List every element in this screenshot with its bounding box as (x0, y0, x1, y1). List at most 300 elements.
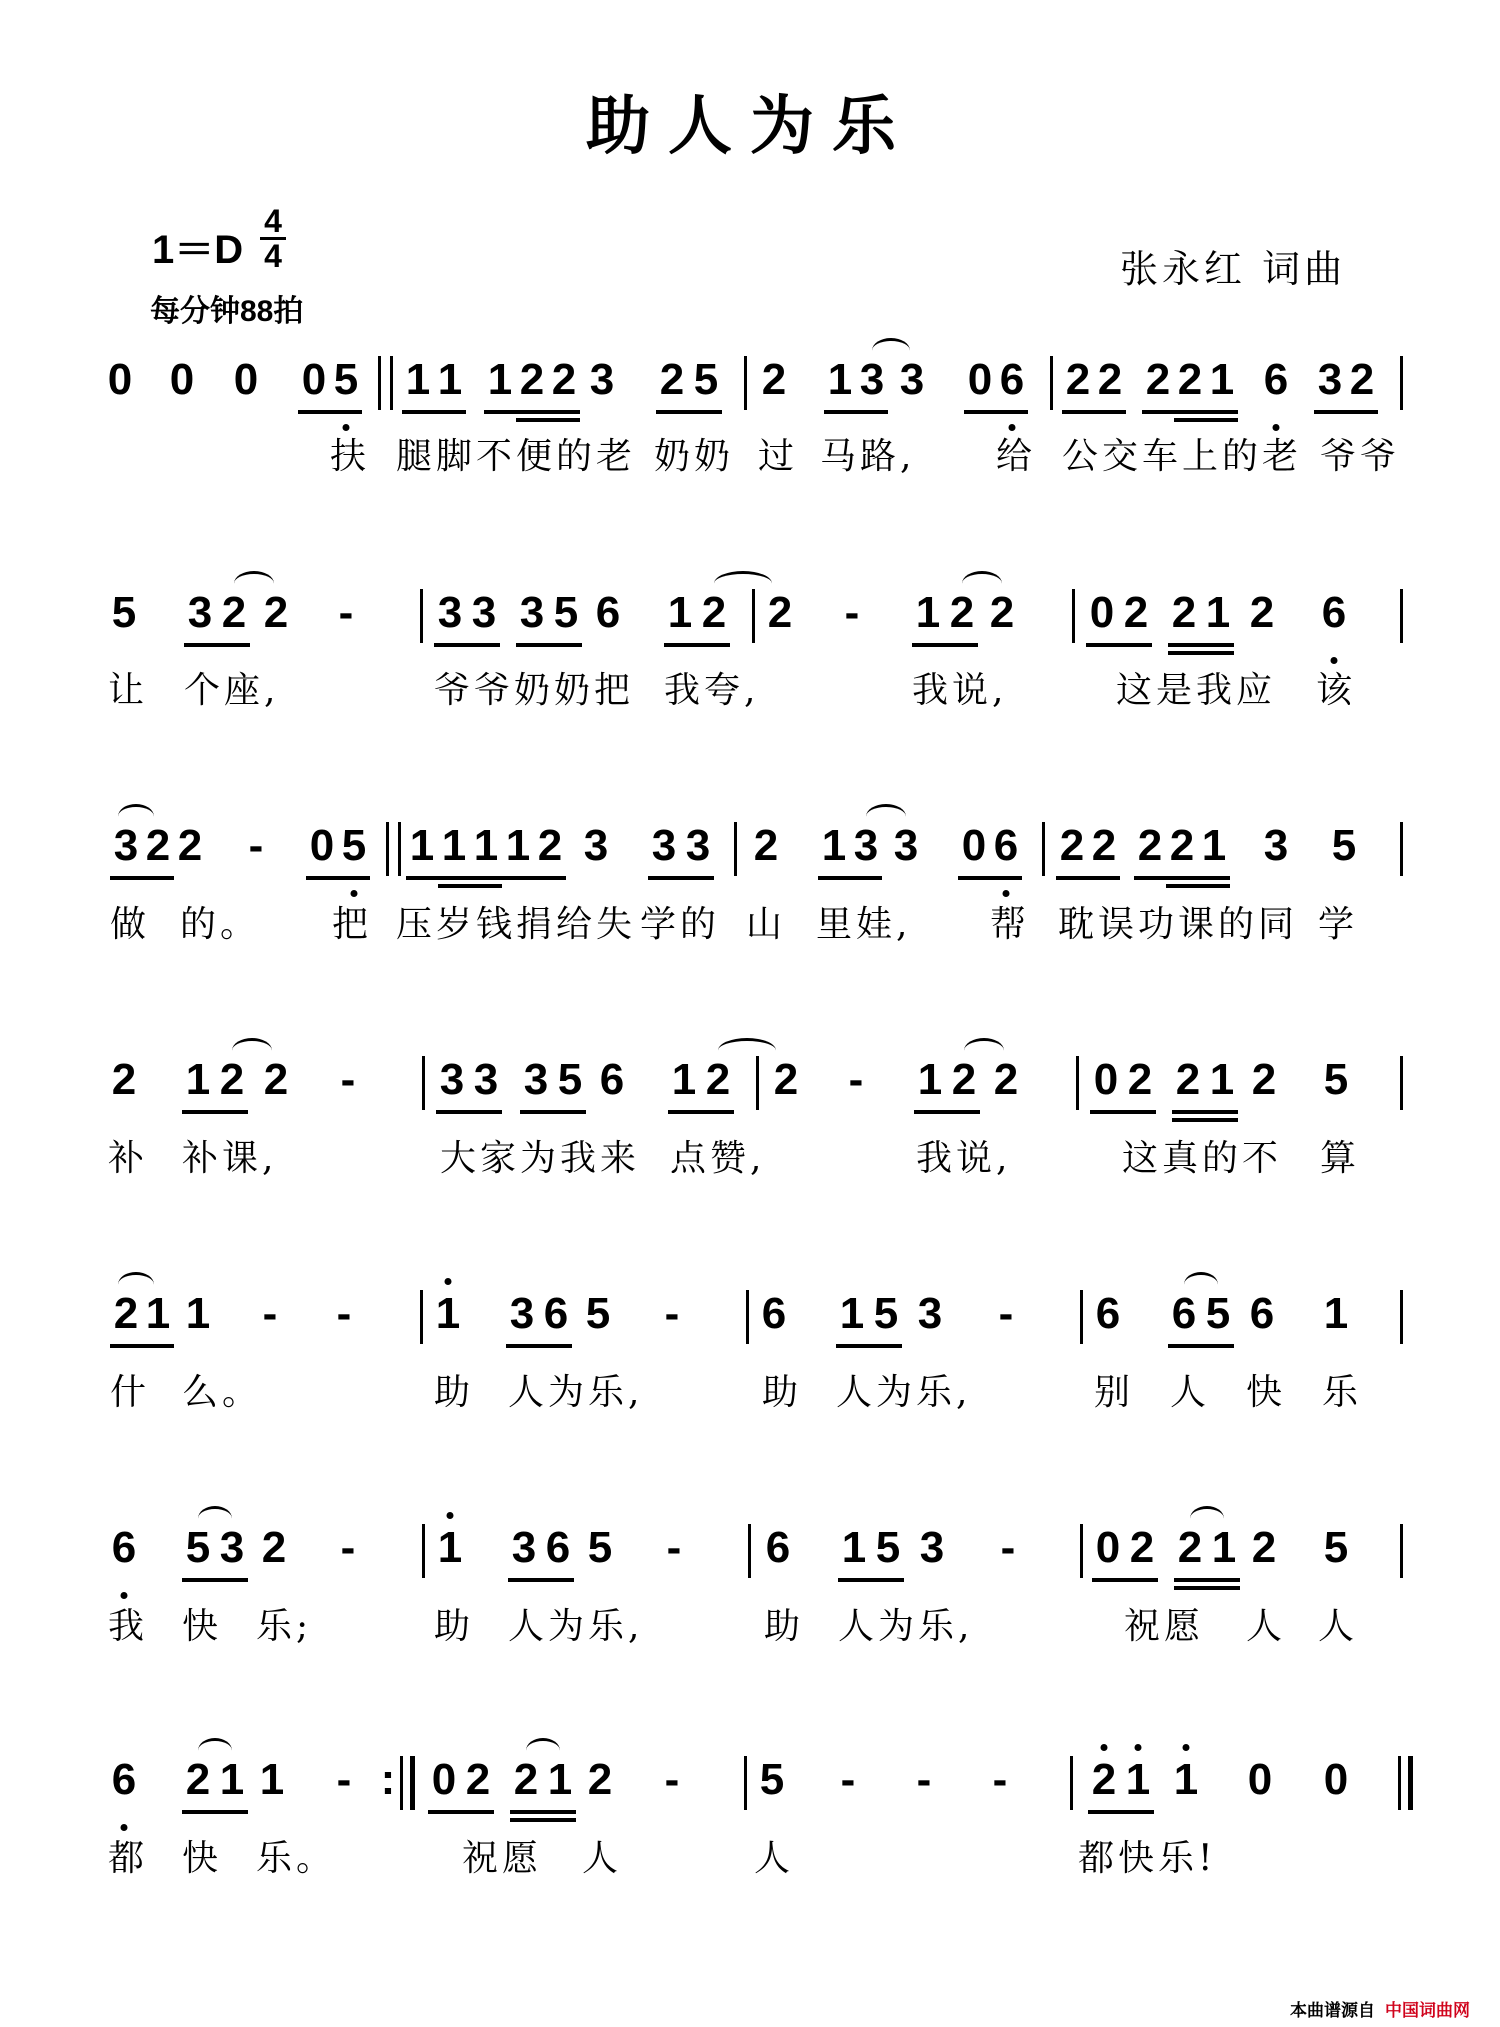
lyric: 扶 (330, 436, 371, 477)
note: 3 (439, 1055, 465, 1104)
beam-underline (402, 410, 466, 414)
beam-underline (964, 410, 1028, 414)
lyric: 马路, (820, 436, 916, 477)
beam-underline (1088, 1810, 1154, 1814)
tempo-marking: 每分钟88拍 (150, 295, 304, 328)
barline (390, 356, 393, 410)
note: 5 (341, 821, 367, 870)
tie-slur (1184, 1272, 1218, 1297)
barline (1408, 1756, 1413, 1810)
note: 2 (1175, 1055, 1201, 1104)
note: 3 (471, 588, 497, 637)
note: 2 (1059, 821, 1085, 870)
lyric: 人为乐, (508, 1606, 644, 1647)
note: 0 (1095, 1523, 1121, 1572)
note: 6 (1171, 1289, 1197, 1338)
lyric: 人 (1318, 1606, 1359, 1647)
note: 2 (1145, 355, 1171, 404)
note: 2 (1177, 355, 1203, 404)
footer-site-link[interactable]: 中国词曲网 (1385, 2001, 1470, 2021)
note: 6 (111, 1523, 137, 1572)
note: 3 (187, 588, 213, 637)
lyric: 助 (434, 1606, 475, 1647)
note: 2 (761, 355, 787, 404)
lyric: 该 (1316, 670, 1357, 711)
high-octave-dot (1135, 1744, 1142, 1751)
barline (422, 1524, 425, 1578)
meter-top: 4 (260, 205, 286, 240)
lyric: 祝愿 (462, 1838, 543, 1879)
note: 2 (1065, 355, 1091, 404)
note: 2 (1249, 588, 1275, 637)
lyric: 快 (1246, 1372, 1287, 1413)
lyric: 山 (746, 904, 787, 945)
beam-underline (818, 876, 882, 880)
lyric: 么。 (182, 1372, 263, 1413)
barline (1042, 822, 1045, 876)
notation-line-6 (0, 1520, 1500, 1590)
note-dash: - (666, 1523, 682, 1572)
note: 5 (587, 1523, 613, 1572)
note: 2 (113, 1289, 139, 1338)
lyric: 大家为我来 (440, 1138, 641, 1179)
lyric: 人 (754, 1838, 795, 1879)
note: 3 (113, 821, 139, 870)
tie-slur (714, 571, 772, 596)
beam-underline (508, 1578, 574, 1582)
barline (386, 822, 389, 876)
note: 3 (917, 1289, 943, 1338)
barline (744, 356, 747, 410)
note: 1 (1209, 1055, 1235, 1104)
lyric: 这是我应 (1116, 670, 1277, 711)
barline (1400, 589, 1403, 643)
beam-underline (1174, 1578, 1240, 1582)
beam-underline (1134, 876, 1230, 880)
lyric: 让 (108, 670, 149, 711)
beam-underline (1062, 410, 1126, 414)
note: 3 (859, 355, 885, 404)
lyric: 爷爷奶奶把 (434, 670, 635, 711)
beam-underline (484, 410, 580, 414)
note-dash: - (840, 1755, 856, 1804)
note: 0 (1247, 1755, 1273, 1804)
barline (1072, 589, 1075, 643)
note: 1 (505, 821, 531, 870)
note-dash: - (848, 1055, 864, 1104)
note: 5 (693, 355, 719, 404)
note: 1 (219, 1755, 245, 1804)
lyric: 人 (582, 1838, 623, 1879)
barline (748, 1524, 751, 1578)
note: 1 (915, 588, 941, 637)
note: 2 (263, 1055, 289, 1104)
note: 0 (169, 355, 195, 404)
notation-line-5 (0, 1286, 1500, 1356)
beam-underline (1172, 1118, 1238, 1122)
lyric: 乐。 (256, 1838, 337, 1879)
lyric: 人为乐, (838, 1606, 974, 1647)
lyric: 我说, (912, 670, 1008, 711)
note: 1 (405, 355, 431, 404)
note: 6 (1249, 1289, 1275, 1338)
note-dash: - (336, 1289, 352, 1338)
barline (1400, 1524, 1403, 1578)
note: 3 (919, 1523, 945, 1572)
barline (1400, 1056, 1403, 1110)
note-dash: - (664, 1755, 680, 1804)
beam-underline (912, 643, 978, 647)
note: 2 (1127, 1055, 1153, 1104)
beam-underline (656, 410, 722, 414)
lyric: 都快乐! (1078, 1838, 1217, 1879)
note-dash: - (340, 1523, 356, 1572)
note: 1 (821, 821, 847, 870)
lyrics-line-2 (0, 662, 1500, 712)
lyric: 助 (434, 1372, 475, 1413)
note: 2 (261, 1523, 287, 1572)
note: 1 (473, 821, 499, 870)
note: 2 (1097, 355, 1123, 404)
barline (422, 1056, 425, 1110)
time-signature (260, 205, 286, 272)
note-dash: - (340, 1055, 356, 1104)
lyric: 的。 (180, 904, 261, 945)
beam-underline (1168, 1344, 1234, 1348)
note: 3 (899, 355, 925, 404)
note-dash: - (262, 1289, 278, 1338)
note: 2 (659, 355, 685, 404)
tie-slur (198, 1506, 232, 1531)
note: 5 (1331, 821, 1357, 870)
note: 2 (513, 1755, 539, 1804)
note: 5 (1323, 1055, 1349, 1104)
note: 6 (595, 588, 621, 637)
lyric: 人为乐, (836, 1372, 972, 1413)
note: 2 (1171, 588, 1197, 637)
lyrics-line-1 (0, 428, 1500, 478)
beam-underline (648, 876, 714, 880)
beam-underline (668, 1110, 734, 1114)
beam-underline (958, 876, 1022, 880)
note: 0 (233, 355, 259, 404)
beam-underline (406, 876, 502, 880)
note: 5 (585, 1289, 611, 1338)
note: 2 (705, 1055, 731, 1104)
note: 1 (185, 1289, 211, 1338)
note: 1 (671, 1055, 697, 1104)
note: 3 (893, 821, 919, 870)
beam-underline (428, 1810, 494, 1814)
beam-underline (502, 876, 566, 880)
note: 2 (767, 588, 793, 637)
note: 3 (437, 588, 463, 637)
note: 0 (967, 355, 993, 404)
beam-underline (510, 1818, 576, 1822)
lyric: 耽误功课的同 (1058, 904, 1299, 945)
note: 3 (523, 1055, 549, 1104)
beam-underline (438, 884, 502, 888)
note-dash: - (916, 1755, 932, 1804)
note: 2 (537, 821, 563, 870)
key-signature: 1＝D (152, 228, 244, 272)
note: 2 (701, 588, 727, 637)
note: 5 (553, 588, 579, 637)
note: 3 (219, 1523, 245, 1572)
high-octave-dot (1183, 1744, 1190, 1751)
beam-underline (1142, 410, 1238, 414)
beam-underline (520, 1110, 586, 1114)
lyrics-line-7 (0, 1830, 1500, 1880)
note: 1 (1125, 1755, 1151, 1804)
beam-underline (1092, 1578, 1158, 1582)
footer-prefix: 本曲谱源自 (1290, 2001, 1375, 2021)
note: 6 (761, 1289, 787, 1338)
note: 3 (473, 1055, 499, 1104)
beam-underline (1174, 1586, 1240, 1590)
note-dash: - (844, 588, 860, 637)
note: 2 (587, 1755, 613, 1804)
barline (410, 1756, 415, 1810)
beam-underline (838, 1578, 904, 1582)
lyric: 过 (758, 436, 799, 477)
barline (1400, 356, 1403, 410)
note: 2 (1349, 355, 1375, 404)
note: 2 (989, 588, 1015, 637)
notation-line-7 (0, 1752, 1500, 1822)
note: 3 (1263, 821, 1289, 870)
lyric: 人 (1170, 1372, 1211, 1413)
composer-credit: 张永红 词曲 (1120, 247, 1347, 291)
note: 6 (543, 1289, 569, 1338)
lyrics-line-5 (0, 1364, 1500, 1414)
beam-underline (1086, 643, 1152, 647)
lyric: 补 (108, 1138, 149, 1179)
beam-underline (664, 643, 730, 647)
barline (1076, 1056, 1079, 1110)
note: 6 (545, 1523, 571, 1572)
note: 6 (999, 355, 1025, 404)
note: 6 (599, 1055, 625, 1104)
beam-underline (824, 410, 888, 414)
beam-underline (436, 1110, 502, 1114)
beam-underline (516, 418, 580, 422)
beam-underline (1314, 410, 1378, 414)
note: 0 (1089, 588, 1115, 637)
barline (752, 589, 755, 643)
beam-underline (182, 1578, 248, 1582)
note: 5 (875, 1523, 901, 1572)
beam-underline (306, 876, 370, 880)
lyric: 奶奶 (654, 436, 735, 477)
lyric: 点赞, (670, 1138, 766, 1179)
lyric: 我说, (916, 1138, 1012, 1179)
beam-underline (110, 1344, 174, 1348)
note: 2 (1251, 1523, 1277, 1572)
note: 2 (1169, 821, 1195, 870)
lyric: 乐 (1322, 1372, 1363, 1413)
note: 3 (519, 588, 545, 637)
notation-line-3 (0, 818, 1500, 888)
note: 1 (1323, 1289, 1349, 1338)
note: 3 (1317, 355, 1343, 404)
note: 2 (1123, 588, 1149, 637)
lyric: 我夸, (664, 670, 760, 711)
note: 2 (949, 588, 975, 637)
barline (1080, 1524, 1083, 1578)
note: 2 (145, 821, 171, 870)
note: 2 (1251, 1055, 1277, 1104)
note: 2 (551, 355, 577, 404)
beam-underline (836, 1344, 902, 1348)
tie-slur (118, 804, 154, 829)
high-octave-dot (445, 1278, 452, 1285)
note: 3 (685, 821, 711, 870)
note: 2 (951, 1055, 977, 1104)
note: 1 (437, 1523, 463, 1572)
note: 2 (1091, 1755, 1117, 1804)
barline (420, 589, 423, 643)
lyric: 快 (182, 1606, 223, 1647)
notation-line-4 (0, 1052, 1500, 1122)
note: 2 (1137, 821, 1163, 870)
note: 1 (185, 1055, 211, 1104)
tie-slur (198, 1738, 232, 1763)
barline (1080, 1290, 1083, 1344)
lyric: 人为乐, (508, 1372, 644, 1413)
note: 3 (589, 355, 615, 404)
note: 0 (309, 821, 335, 870)
lyric: 腿脚不便的老 (396, 436, 637, 477)
note: 2 (177, 821, 203, 870)
note: 3 (583, 821, 609, 870)
note: 6 (111, 1755, 137, 1804)
barline (734, 822, 737, 876)
lyric: 助 (762, 1372, 803, 1413)
note: 0 (1323, 1755, 1349, 1804)
lyric: 给 (996, 436, 1037, 477)
note: 2 (221, 588, 247, 637)
note: 0 (431, 1755, 457, 1804)
lyric: 我 (108, 1606, 149, 1647)
note: 1 (841, 1523, 867, 1572)
note: 3 (509, 1289, 535, 1338)
note: 1 (487, 355, 513, 404)
lyric: 帮 (990, 904, 1031, 945)
note-dash: - (998, 1289, 1014, 1338)
meter-bottom: 4 (264, 238, 282, 274)
note: 2 (993, 1055, 1019, 1104)
note: 0 (1093, 1055, 1119, 1104)
note: 5 (111, 588, 137, 637)
notation-line-1 (0, 352, 1500, 422)
barline (1400, 822, 1403, 876)
note: : (380, 1755, 396, 1804)
note: 0 (301, 355, 327, 404)
lyric: 做 (110, 904, 151, 945)
note: 2 (219, 1055, 245, 1104)
high-octave-dot (447, 1512, 454, 1519)
barline (398, 822, 401, 876)
lyric: 别 (1094, 1372, 1135, 1413)
barline (746, 1290, 749, 1344)
tie-slur (118, 1272, 154, 1297)
note: 3 (853, 821, 879, 870)
barline (1050, 356, 1053, 410)
lyric: 什 (110, 1372, 151, 1413)
note: 1 (839, 1289, 865, 1338)
beam-underline (1090, 1110, 1156, 1114)
beam-underline (510, 1810, 576, 1814)
note: 6 (765, 1523, 791, 1572)
beam-underline (1168, 651, 1234, 655)
note: 1 (1173, 1755, 1199, 1804)
tie-slur (526, 1738, 560, 1763)
lyric: 把 (332, 904, 373, 945)
lyric: 补课, (182, 1138, 278, 1179)
note: 2 (111, 1055, 137, 1104)
note: 2 (773, 1055, 799, 1104)
beam-underline (1056, 876, 1120, 880)
note: 1 (1209, 355, 1235, 404)
note-dash: - (992, 1755, 1008, 1804)
barline (744, 1756, 747, 1810)
beam-underline (182, 1810, 248, 1814)
note: 6 (1095, 1289, 1121, 1338)
note: 1 (441, 821, 467, 870)
high-octave-dot (1101, 1744, 1108, 1751)
note: 5 (185, 1523, 211, 1572)
note-dash: - (336, 1755, 352, 1804)
note: 1 (437, 355, 463, 404)
note: 5 (1205, 1289, 1231, 1338)
barline (1400, 1290, 1403, 1344)
note: 2 (465, 1755, 491, 1804)
lyric: 算 (1320, 1138, 1361, 1179)
tie-slur (718, 1038, 776, 1063)
lyric: 祝愿 (1124, 1606, 1205, 1647)
song-title: 助人为乐 (586, 89, 914, 164)
lyric: 这真的不 (1122, 1138, 1283, 1179)
lyric: 人 (1246, 1606, 1287, 1647)
lyric: 都 (108, 1838, 149, 1879)
note: 5 (1323, 1523, 1349, 1572)
note: 3 (651, 821, 677, 870)
note: 1 (1211, 1523, 1237, 1572)
note: 2 (1129, 1523, 1155, 1572)
note: 1 (917, 1055, 943, 1104)
note: 5 (873, 1289, 899, 1338)
note: 6 (993, 821, 1019, 870)
barline (1070, 1756, 1073, 1810)
lyric: 快 (182, 1838, 223, 1879)
beam-underline (182, 1110, 248, 1114)
note: 2 (1177, 1523, 1203, 1572)
beam-underline (1166, 884, 1230, 888)
lyric: 学的 (640, 904, 721, 945)
barline (378, 356, 381, 410)
note-dash: - (664, 1289, 680, 1338)
note: 5 (557, 1055, 583, 1104)
notation-line-2 (0, 585, 1500, 655)
note: 1 (667, 588, 693, 637)
note: 0 (107, 355, 133, 404)
note: 1 (145, 1289, 171, 1338)
lyric: 学 (1318, 904, 1359, 945)
beam-underline (184, 643, 250, 647)
lyric: 助 (764, 1606, 805, 1647)
beam-underline (110, 876, 174, 880)
